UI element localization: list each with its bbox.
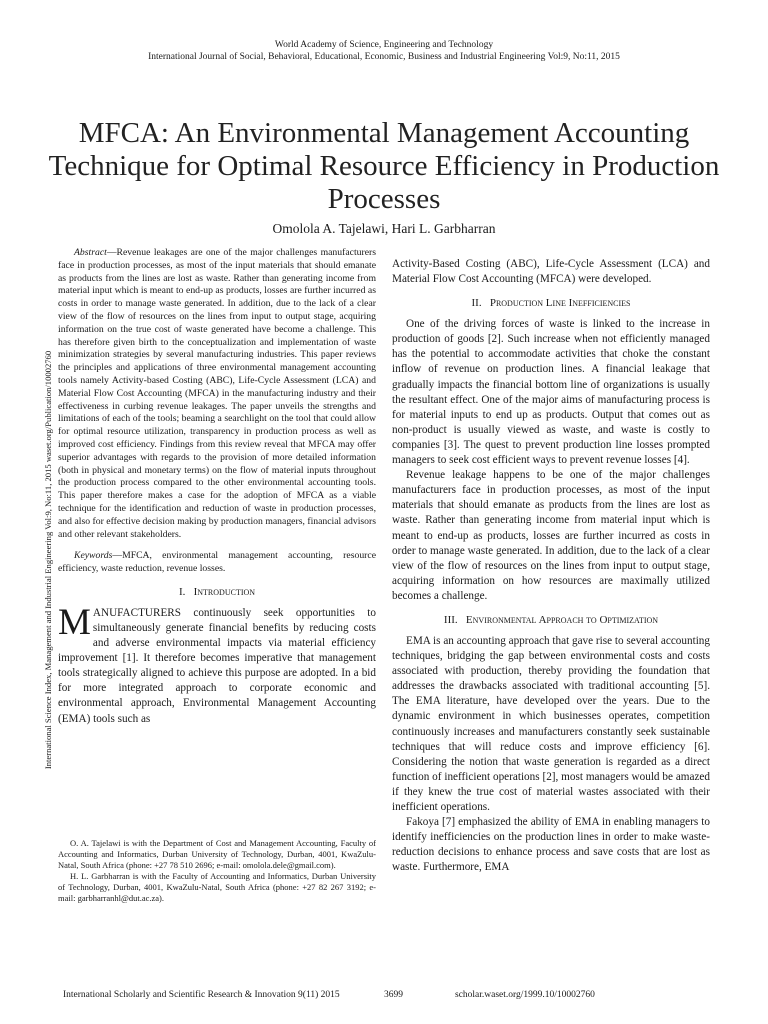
abstract-dash: —	[106, 247, 117, 258]
section2-paragraph-2: Revenue leakage happens to be one of the major challenges manufacturers face in production processes, as most of the input materials that should emanate as products from the lines are lost as waste. Rather than generating income from material input which is meant to end-up as products, losses are further incurred as costs in order to manage waste generated. In addition, due to the lack of a clear view of the flow of resources on the lines from input to output stage, acquiring information on how resources are maximally utilized becomes a challenge.	[392, 469, 710, 602]
side-index-text: International Science Index, Management and Industrial Engineering Vol:9, No:11, 2015 waset.org/Publication/10002760	[43, 350, 53, 770]
section-numeral: I.	[178, 585, 186, 598]
journal-header-org: World Academy of Science, Engineering and Technology	[274, 40, 494, 50]
right-column	[392, 257, 710, 875]
abstract	[58, 247, 376, 541]
section-numeral: II.	[471, 297, 482, 310]
abstract-label: Abstract	[74, 247, 107, 258]
journal-header-title: International Journal of Social, Behavioral, Educational, Economic, Business and Industrial Engineering Vol:9, No:11, 2015	[148, 52, 620, 62]
section-title: Introduction	[193, 585, 256, 598]
section-heading-environmental-approach	[392, 613, 710, 627]
footer-publisher: International Scholarly and Scientific Research & Innovation 9(11) 2015	[63, 990, 340, 1000]
keywords-dash: —	[112, 550, 123, 562]
keywords-text: MFCA, environmental management accounting, resource efficiency, waste reduction, revenue losses.	[58, 550, 376, 575]
footnotes	[58, 838, 376, 904]
keywords-label: Keywords	[74, 550, 113, 562]
left-column	[58, 247, 376, 727]
section-heading-production-line	[392, 296, 710, 310]
intro-text: continuously seek opportunities to simultaneously generate financial benefits by reducing costs and adverse environmental impacts via material efficiency improvement [1]. It therefore becomes imperative that management tools strategically aligned to achieve this purpose are adopted. In a bid for more integrated approach to corporate economic and environmental approach, Environmental Management Accounting (EMA) tools such as	[58, 606, 376, 725]
intro-lead: ANUFACTURERS	[92, 606, 181, 619]
abstract-text: Revenue leakages are one of the major challenges manufacturers face in production processes, as most of the input materials that should emanate as products from the lines are lost as waste. Rather than generating income from material input which is meant to end-up as products, losses are further incurred as costs in order to manage waste generated. In addition, due to the lack of a clear view of the flow of resources on the lines from input to output stage, acquiring information on the true cost of waste generated have become a challenge. This has therefore given birth to the conceptualization and implementation of waste minimization strategies by several manufacturing industries. This paper reviews the principles and applications of three environmental management accounting tools namely Activity-based Costing (ABC), Life-Cycle Assessment (LCA) and Material Flow Cost Accounting (MFCA) in the manufacturing industry and their effectiveness in curbing revenue leakages. The paper unveils the strengths and limitations of each of the tools; beaming a searchlight on the tool that could allow for optimal resource utilization, transparency in production process as well as improved cost efficiency. Findings from this review reveal that MFCA may offer superior advantages with regards to the provision of more detailed information (both in physical and monetary terms) on the flow of material inputs throughout the production process compared to the other environmental accounting tools. This paper therefore makes a case for the adoption of MFCA as a viable technique for the identification and reduction of waste in production processes, and also for effective decision making by production managers, financial advisors and other relevant stakeholders.	[58, 247, 376, 540]
authors: Omolola A. Tajelawi, Hari L. Garbharran	[272, 221, 496, 236]
paper-title: MFCA: An Environmental Management Accounting Technique for Optimal Resource Efficiency in Production Processes	[48, 117, 720, 215]
keywords	[58, 550, 376, 576]
section2-paragraph-1: One of the driving forces of waste is linked to the increase in production of goods [2]. Such increase when not efficiently managed has the potential to accommodate activities that choke the constant inflow of revenue on production lines. A financial leakage that gradually impacts the financial bottom line of organizations is usually the resultant effect. One of the major aims of manufacturing process is for material inputs to end up as products. Output that comes out as non-product is usually viewed as waste, and waste is costly to companies [3]. The quest to prevent production line losses prompted managers to seek cost efficient ways to prevent revenue losses [4].	[392, 318, 710, 467]
intro-paragraph	[58, 601, 376, 727]
section-title: Production Line Inefficiencies	[489, 297, 631, 310]
footnote-author-1: O. A. Tajelawi is with the Department of Cost and Management Accounting, Faculty of Accounting and Informatics, Durban University of Technology, Durban, 4001, KwaZulu-Natal, South Africa (phone: +27 78 510 2696; e-mail: omolola.dele@gmail.com).	[58, 838, 376, 870]
intro-continued: Activity-Based Costing (ABC), Life-Cycle Assessment (LCA) and Material Flow Cost Accounting (MFCA) were developed.	[392, 258, 710, 286]
page-footer	[0, 990, 768, 1002]
section-heading-introduction	[58, 585, 376, 599]
page-number: 3699	[384, 990, 403, 1000]
footnote-author-2: H. L. Garbharran is with the Faculty of Accounting and Informatics, Durban University of Technology, Durban, 4001, KwaZulu-Natal, South Africa (phone: +27 82 267 3192; e-mail: garbharranhl@dut.ac.za).	[58, 871, 376, 903]
section3-paragraph-2: Fakoya [7] emphasized the ability of EMA in enabling managers to identify inefficiencies on the production lines in order to make waste-reduction decisions to enhance process and save costs that are lost as waste. Furthermore, EMA	[392, 816, 710, 874]
section3-paragraph-1: EMA is an accounting approach that gave rise to several accounting techniques, bridging the gap between environmental costs and costs associated with production, thereby providing the foundation that addresses the drawbacks associated with traditional accounting [5]. The EMA literature, have developed over the years. Due to the dynamic environment in which businesses operates, competition continuously increases and manufacturers constantly seek sustainable techniques that will reduce costs and improve efficiency [6]. Considering the notion that waste generation is regarded as a direct function of inefficient operations [2], most managers would be amazed if they knew the true cost of material wastes associated with their inefficient operations.	[392, 634, 710, 813]
drop-cap: M	[58, 601, 91, 643]
section-numeral: III.	[443, 613, 458, 626]
footer-url: scholar.waset.org/1999.10/10002760	[455, 990, 595, 1000]
section-title: Environmental Approach to Optimization	[465, 613, 659, 626]
